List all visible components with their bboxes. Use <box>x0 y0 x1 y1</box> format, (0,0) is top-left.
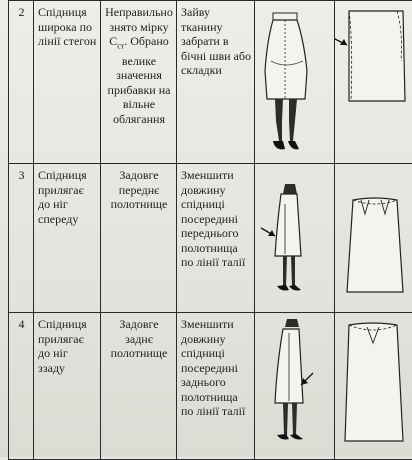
fix-cell: Зменшити довжину спідниці посередині переднього полотнища по лінії талії <box>177 164 255 313</box>
defects-table <box>8 0 412 460</box>
defect-cell: Спідниця прилягає до ніг ззаду <box>34 313 101 460</box>
skirt-on-figure-illustration <box>255 1 335 159</box>
table-row <box>9 313 412 460</box>
table-row <box>9 164 412 313</box>
row-number: 4 <box>9 313 34 460</box>
row-number: 3 <box>9 164 34 313</box>
skirt-on-figure-illustration <box>255 313 335 455</box>
row-number: 2 <box>9 1 34 164</box>
fix-cell: Зайву тканину забрати в бічні шви або складки <box>177 1 255 164</box>
figure-illustration <box>255 164 335 313</box>
skirt-pattern-illustration <box>335 1 412 159</box>
skirt-pattern-illustration <box>335 164 412 308</box>
fix-cell: Зменшити довжину спідниці посередині заднього полотнища по лінії талії <box>177 313 255 460</box>
pattern-illustration <box>335 1 412 164</box>
pattern-illustration <box>335 313 412 460</box>
defect-cell: Спідниця прилягає до ніг спереду <box>34 164 101 313</box>
cause-cell: Неправильно знято мірку $С_{ст}$. Обрано велике значення прибавки на вільне облягання <box>101 1 177 164</box>
skirt-pattern-illustration <box>335 313 412 455</box>
figure-illustration <box>255 1 335 164</box>
cause-cell: Задовге переднє полотнище <box>101 164 177 313</box>
table-row <box>9 1 412 164</box>
pattern-illustration <box>335 164 412 313</box>
skirt-on-figure-illustration <box>255 164 335 308</box>
figure-illustration <box>255 313 335 460</box>
cause-cell: Задовге заднє полотнище <box>101 313 177 460</box>
defect-cell: Спідниця широка по лінії стегон <box>34 1 101 164</box>
